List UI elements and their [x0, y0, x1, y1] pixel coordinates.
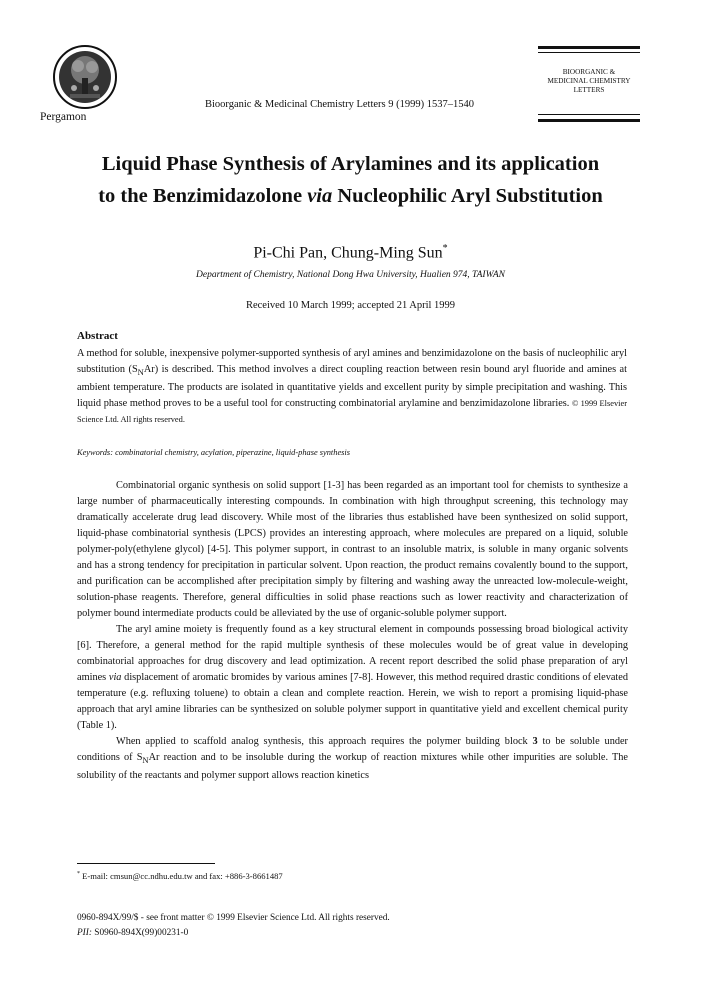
keywords: Keywords: combinatorial chemistry, acylation, piperazine, liquid-phase synthesis — [77, 448, 351, 457]
subscript-n: N — [142, 755, 149, 766]
title-text: Nucleophilic Aryl Substitution — [332, 185, 603, 207]
paragraph — [77, 734, 628, 784]
footnote — [77, 871, 283, 881]
title-italic-via: via — [307, 185, 333, 207]
publisher-name: Pergamon — [40, 111, 87, 123]
header-rule-thick-bottom — [538, 119, 640, 122]
abstract-text-part: A method for soluble, inexpensive polymer-supported synthesis of aryl amines and benzimidazolone on the basis of nucleophilic aryl substitution (S — [77, 348, 627, 375]
pii-label: PII: — [77, 928, 92, 938]
author-list — [40, 243, 661, 262]
main-text — [77, 478, 628, 784]
abstract-text — [77, 346, 627, 428]
abstract-copyright: © 1999 Elsevier Science Ltd. All rights reserved. — [77, 399, 627, 425]
paragraph: Combinatorial organic synthesis on solid support [1-3] has been regarded as an important tool for chemists to synthesize a large number of pharmaceutically interesting compounds. In combination with high throughput screening, this technology may dramatically accelerate drug lead discovery. While most of the libraries thus established have been synthesized on solid support, liquid-phase combinatorial synthesis (LPCS) provides an interesting approach, where molecules are prepared on a liquid, soluble polymer-poly(ethylene glycol) [4-5]. This polymer support, in contrast to an insoluble matrix, is soluble in many organic solvents and has a strong tendency for precipitation in particular solvent. Upon reaction, the product remains covalently bound to the support, and purification can be accomplished after precipitation simply by filtering and washing away the unreacted low-molecule-weight, solution-phase reagents. Therefore, general difficulties in solid phase reactions such as lower reactivity and characterization of polymer bound intermediate products could be alleviated by the use of organic-soluble polymer support. — [77, 480, 628, 619]
paper-title — [40, 148, 661, 212]
subscript-n: N — [137, 367, 144, 378]
abstract-text-part: Ar) is described. This method involves a direct coupling reaction between resin bound aryl fluoride and amines at ambient temperature. The products are isolated in quantitative yields and excellent purity by simple precipitation and washing. This liquid phase method proves to be a useful tool for constructing combinatorial arylamine and benzimidazolone libraries. — [77, 364, 627, 410]
paragraph-text: When applied to scaffold analog synthesis, this approach requires the polymer building block — [116, 736, 533, 747]
paragraph-text: The aryl amine moiety is frequently found as a key structural element in compounds possessing broad biological activity [6]. Therefore, a general method for the rapid multiple synthesis of these molecules would be of great value in developing combinatorial approaches for drug discovery and lead optimization. A recent report described the solid phase preparation of aryl amines — [77, 624, 628, 683]
footnote-text: E-mail: cmsun@cc.ndhu.edu.tw and fax: +886-3-8661487 — [80, 871, 283, 881]
journal-name-line: LETTERS — [573, 86, 605, 94]
affiliation: Department of Chemistry, National Dong Hwa University, Hualien 974, TAIWAN — [196, 270, 505, 280]
footnote-rule — [77, 863, 215, 864]
paragraph-text: to be soluble under conditions of S — [77, 736, 628, 763]
journal-name-line: MEDICINAL CHEMISTRY — [547, 77, 631, 85]
paragraph-text: Ar reaction and to be insoluble during the workup of reaction mixtures while other impurities are soluble. The solubility of the reactants and polymer support allows reaction kinetics — [77, 752, 628, 782]
paragraph — [77, 622, 628, 734]
journal-name-block — [538, 68, 640, 95]
title-text: to the Benzimidazolone — [98, 185, 308, 207]
author-names: Pi-Chi Pan, Chung-Ming Sun — [253, 244, 443, 262]
title-line-2 — [40, 180, 661, 212]
elsevier-tree-logo-icon — [52, 44, 118, 110]
header-rule-thin-bottom — [538, 114, 640, 115]
issn-line: 0960-894X/99/$ - see front matter © 1999 Elsevier Science Ltd. All rights reserved. — [77, 913, 390, 923]
received-dates: Received 10 March 1999; accepted 21 April 1999 — [245, 300, 456, 311]
journal-name-line: BIOORGANIC & — [562, 68, 616, 76]
pii-line — [77, 928, 188, 938]
header-rule-thick-top — [538, 46, 640, 49]
paragraph-text: displacement of aromatic bromides by various amines [7-8]. However, this method required drastic conditions of elevated temperature (e.g. refluxing toluene) to obtain a clean and complete reaction. Herein, we wish to report a promising liquid-phase approach that aryl amine libraries can be synthesized on soluble polymer support in quantitative yield and excellent chemical purity (Table 1). — [77, 672, 628, 731]
footnote-mark: * — [77, 871, 80, 878]
abstract-heading: Abstract — [77, 330, 118, 342]
compound-number: 3 — [532, 736, 538, 747]
journal-citation: Bioorganic & Medicinal Chemistry Letters 9 (1999) 1537–1540 — [205, 99, 474, 110]
corresponding-author-mark: * — [442, 243, 448, 254]
italic-via: via — [108, 672, 122, 683]
pii-value: S0960-894X(99)00231-0 — [91, 928, 189, 938]
header-rule-thin-top — [538, 52, 640, 53]
title-line-1: Liquid Phase Synthesis of Arylamines and its application — [101, 153, 600, 175]
